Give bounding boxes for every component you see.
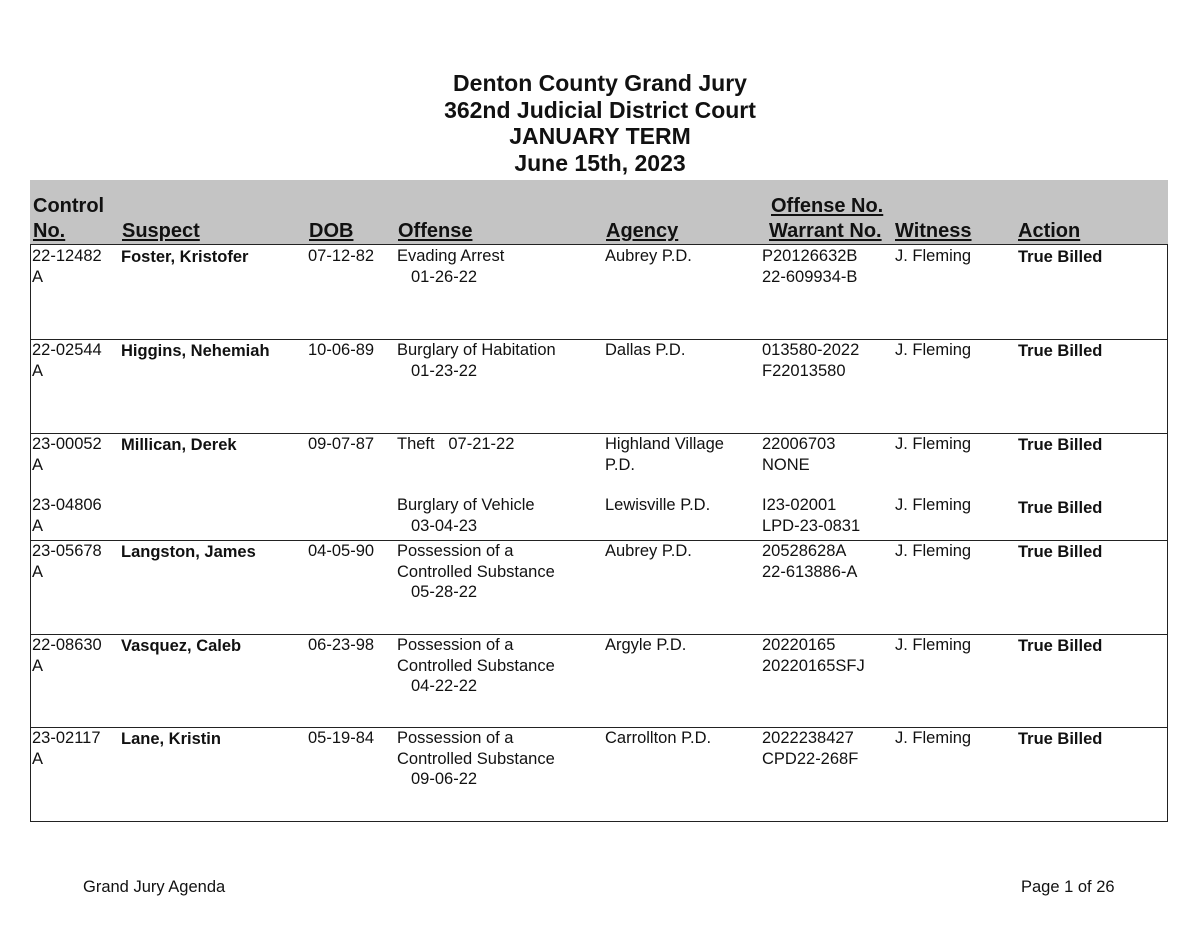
witness: J. Fleming <box>895 341 972 359</box>
suspect-name: Lane, Kristin <box>121 730 221 748</box>
agenda-table <box>30 244 1168 822</box>
footer-page-number: Page 1 of 26 <box>1021 878 1115 896</box>
title-term: JANUARY TERM <box>509 123 691 149</box>
header-action: Action <box>1018 220 1081 242</box>
offense: Possession of a Controlled Substance 09-06-22 <box>397 729 555 788</box>
offense-warrant-no: 22006703 NONE <box>762 435 836 474</box>
suspect-name: Higgins, Nehemiah <box>121 342 270 360</box>
agency: Aubrey P.D. <box>605 542 692 560</box>
offense: Burglary of Vehicle 03-04-23 <box>397 496 535 535</box>
header-control-top: Control <box>33 195 105 217</box>
row-divider <box>31 433 1167 434</box>
dob: 09-07-87 <box>308 435 375 453</box>
agency: Dallas P.D. <box>605 341 686 359</box>
control-number: 23-02117 A <box>32 729 101 768</box>
witness: J. Fleming <box>895 729 972 747</box>
suspect-name: Vasquez, Caleb <box>121 637 242 655</box>
offense: Evading Arrest 01-26-22 <box>397 247 505 286</box>
witness: J. Fleming <box>895 636 972 654</box>
control-number: 22-02544 A <box>32 341 102 380</box>
suspect-name: Foster, Kristofer <box>121 248 249 266</box>
action: True Billed <box>1018 637 1103 655</box>
offense-warrant-no: 013580-2022 F22013580 <box>762 341 860 380</box>
control-number: 23-04806 A <box>32 496 102 535</box>
action: True Billed <box>1018 248 1103 266</box>
header-suspect: Suspect <box>122 220 200 242</box>
offense: Burglary of Habitation 01-23-22 <box>397 341 556 380</box>
witness: J. Fleming <box>895 496 972 514</box>
agency: Carrollton P.D. <box>605 729 712 747</box>
action: True Billed <box>1018 342 1103 360</box>
row-divider <box>31 727 1167 728</box>
offense: Possession of a Controlled Substance 04-22-22 <box>397 636 555 695</box>
dob: 04-05-90 <box>308 542 375 560</box>
control-number: 23-05678 A <box>32 542 102 581</box>
row-divider <box>31 540 1167 541</box>
dob: 07-12-82 <box>308 247 375 265</box>
row-divider <box>31 339 1167 340</box>
control-number: 23-00052 A <box>32 435 102 474</box>
agency: Highland Village P.D. <box>605 435 724 474</box>
witness: J. Fleming <box>895 435 972 453</box>
action: True Billed <box>1018 436 1103 454</box>
action: True Billed <box>1018 499 1103 517</box>
header-witness: Witness <box>895 220 972 242</box>
title-date: June 15th, 2023 <box>514 149 686 176</box>
footer-agenda-label: Grand Jury Agenda <box>83 878 226 896</box>
control-number: 22-08630 A <box>32 636 102 675</box>
offense-warrant-no: I23-02001 LPD-23-0831 <box>762 496 861 535</box>
header-warrant-no: Warrant No. <box>769 220 882 242</box>
title-county: Denton County Grand Jury <box>453 70 747 96</box>
witness: J. Fleming <box>895 542 972 560</box>
action: True Billed <box>1018 730 1103 748</box>
document-title <box>0 70 1200 176</box>
offense-warrant-no: P20126632B 22-609934-B <box>762 247 858 286</box>
row-divider <box>31 634 1167 635</box>
offense: Theft 07-21-22 <box>397 435 515 453</box>
action: True Billed <box>1018 543 1103 561</box>
offense-warrant-no: 20220165 20220165SFJ <box>762 636 865 675</box>
agency: Lewisville P.D. <box>605 496 711 514</box>
table-header <box>30 180 1168 244</box>
title-court: 362nd Judicial District Court <box>444 96 756 123</box>
dob: 06-23-98 <box>308 636 375 654</box>
header-offense-no: Offense No. <box>771 195 884 217</box>
agency: Argyle P.D. <box>605 636 687 654</box>
offense-warrant-no: 20528628A 22-613886-A <box>762 542 858 581</box>
offense-warrant-no: 2022238427 CPD22-268F <box>762 729 859 768</box>
suspect-name: Millican, Derek <box>121 436 237 454</box>
dob: 05-19-84 <box>308 729 375 747</box>
header-dob: DOB <box>309 220 354 242</box>
agency: Aubrey P.D. <box>605 247 692 265</box>
offense: Possession of a Controlled Substance 05-28-22 <box>397 542 555 601</box>
witness: J. Fleming <box>895 247 972 265</box>
suspect-name: Langston, James <box>121 543 256 561</box>
header-control-no: No. <box>33 220 66 242</box>
header-agency: Agency <box>606 220 679 242</box>
control-number: 22-12482 A <box>32 247 102 286</box>
dob: 10-06-89 <box>308 341 375 359</box>
header-offense: Offense <box>398 220 473 242</box>
